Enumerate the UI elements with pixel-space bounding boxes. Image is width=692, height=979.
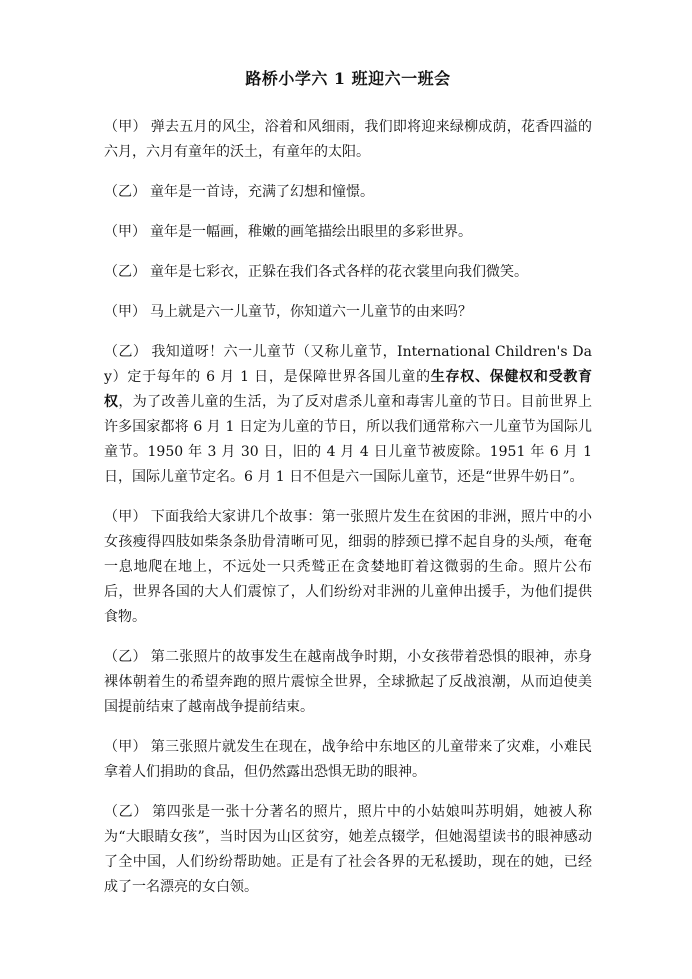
paragraph-text: 第三张照片就发生在现在，战争给中东地区的儿童带来了灾难，小难民拿着人们捐助的食品，但仍然露出恐惧无助的眼神。 bbox=[104, 739, 593, 780]
paragraph-text: 第四张是一张十分著名的照片，照片中的小姑娘叫苏明娟，她被人称为“大眼睛女孩”，当时因为山区贫穷，她差点辍学，但她渴望读书的眼神感动了全中国，人们纷纷帮助她。正是有了社会各界的无私援助，现在的她，已经成了一名漂亮的女白领。 bbox=[104, 804, 592, 895]
speaker-label: （甲） bbox=[104, 224, 146, 240]
speaker-label: （乙） bbox=[104, 264, 146, 280]
document-title: 路桥小学六 1 班迎六一班会 bbox=[245, 69, 451, 88]
paragraph-text: 第二张照片的故事发生在越南战争时期，小女孩带着恐惧的眼神，赤身裸体朝着生的希望奔跑的照片震惊全世界，全球掀起了反战浪潮，从而迫使美国提前结束了越南战争提前结束。 bbox=[104, 649, 593, 715]
paragraph-1 bbox=[104, 115, 592, 165]
paragraph-7 bbox=[104, 505, 592, 630]
speaker-label: （乙） bbox=[104, 649, 147, 665]
speaker-label: （乙） bbox=[104, 804, 149, 820]
paragraph-6 bbox=[104, 340, 592, 490]
paragraph-2 bbox=[104, 180, 592, 205]
bold-term-education: 受教育权 bbox=[104, 369, 593, 410]
bold-term-health: 保健权 bbox=[489, 369, 534, 385]
speaker-label: （乙） bbox=[104, 184, 146, 200]
paragraph-8 bbox=[104, 645, 592, 720]
paragraph-text: 童年是一首诗，充满了幻想和憧憬。 bbox=[150, 184, 374, 200]
paragraph-text: 童年是一幅画，稚嫩的画笔描绘出眼里的多彩世界。 bbox=[150, 224, 472, 240]
paragraph-9 bbox=[104, 735, 592, 785]
paragraph-text: 童年是七彩衣，正躲在我们各式各样的花衣裳里向我们微笑。 bbox=[150, 264, 528, 280]
paragraph-text: ，为了改善儿童的生活，为了反对虐杀儿童和毒害儿童的节日。目前世界上许多国家都将 6 月 1 日定为儿童的节日，所以我们通常称六一儿童节为国际儿童节。1950 年 3 月 30 日，旧的 4 月 4 日儿童节被废除。1951 年 6 月 1 日，国际儿童节定名。6 月 1 日不但是六一国际儿童节，还是“世界牛奶日”。 bbox=[104, 394, 593, 485]
paragraph-text: 弹去五月的风尘，浴着和风细雨，我们即将迎来绿柳成荫，花香四溢的六月，六月有童年的沃土，有童年的太阳。 bbox=[104, 119, 593, 160]
paragraph-3 bbox=[104, 220, 592, 245]
speaker-label: （甲） bbox=[104, 739, 147, 755]
bold-separator: 和 bbox=[533, 369, 549, 385]
speaker-label: （乙） bbox=[104, 344, 148, 360]
paragraph-text: 我知道呀！六一儿童节（又称儿童节，International Children's Day）定于每年的 6 月 1 日，是保障世界各国儿童的 bbox=[104, 344, 592, 385]
speaker-label: （甲） bbox=[104, 304, 146, 320]
speaker-label: （甲） bbox=[104, 119, 147, 135]
paragraph-text: 马上就是六一儿童节，你知道六一儿童节的由来吗？ bbox=[150, 304, 472, 320]
paragraph-text: 下面我给大家讲几个故事：第一张照片发生在贫困的非洲，照片中的小女孩瘦得四肢如柴条条肋骨清晰可见，细弱的脖颈已撑不起自身的头颅，奄奄一息地爬在地上，不远处一只秃鹫正在贪婪地盯着这微弱的生命。照片公布后，世界各国的大人们震惊了，人们纷纷对非洲的儿童伸出援手，为他们提供食物。 bbox=[104, 509, 593, 625]
paragraph-5 bbox=[104, 300, 592, 325]
bold-term-survival: 生存权 bbox=[430, 369, 475, 385]
paragraph-4 bbox=[104, 260, 592, 285]
bold-separator: 、 bbox=[474, 369, 490, 385]
paragraph-10 bbox=[104, 800, 592, 900]
speaker-label: （甲） bbox=[104, 509, 147, 525]
